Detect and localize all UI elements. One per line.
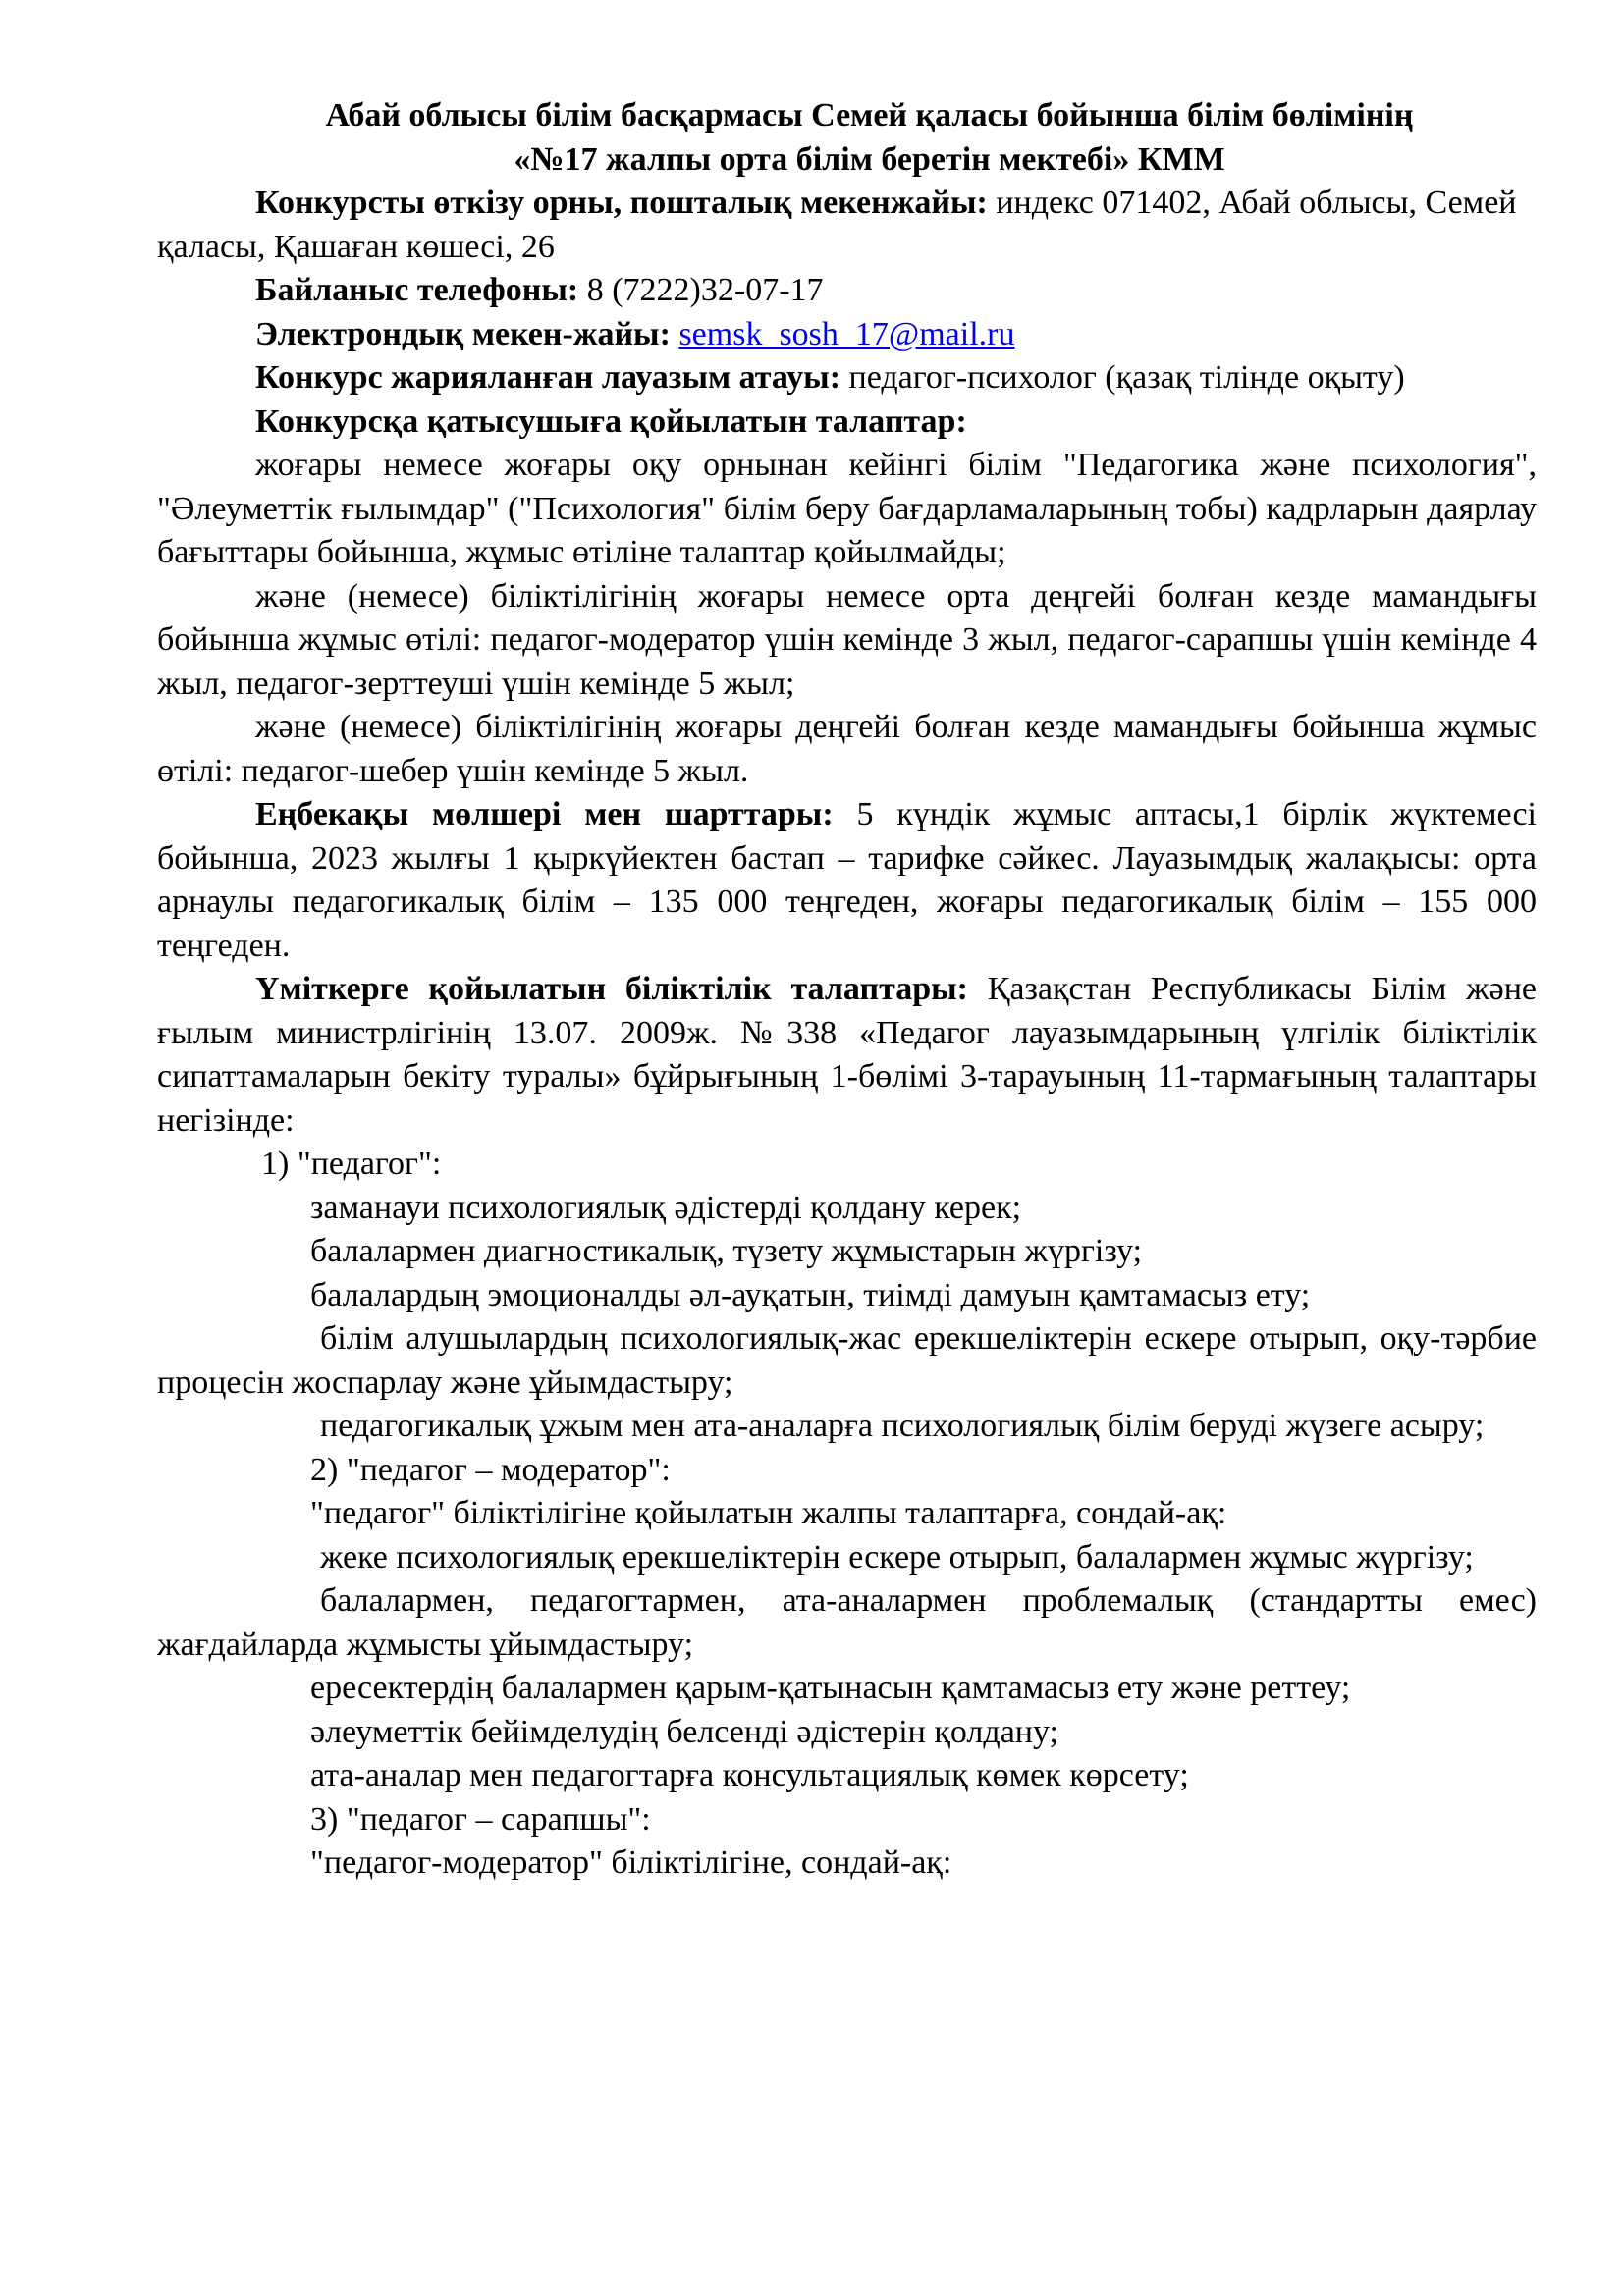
requirements-heading: Конкурсқа қатысушыға қойылатын талаптар: [255,402,967,440]
phone-paragraph [157,269,1537,313]
level-2-item: әлеуметтік бейімделудің белсенді әдістерін қолдану; [310,1713,1058,1750]
email-link[interactable]: semsk_sosh_17@mail.ru [678,315,1015,352]
requirement-item: және (немесе) біліктілігінің жоғары деңгейі болған кезде мамандығы бойынша жұмыс өтілі: педагог-шебер үшін кемінде 5 жыл. [157,709,1537,789]
address-paragraph [157,182,1537,269]
level-1-item: балалармен диагностикалық, түзету жұмыстарын жүргізу; [310,1233,1143,1269]
level-1-item: педагогикалық ұжым мен ата-аналарға психологиялық білім беруді жүзеге асыру; [320,1408,1485,1444]
level-2-intro: "педагог" біліктілігіне қойылатын жалпы талаптарға, сондай-ақ: [310,1495,1227,1531]
requirement-item: және (немесе) біліктілігінің жоғары немесе орта деңгейі болған кезде мамандығы бойынша жұмыс өтілі: педагог-модератор үшін кемінде 3 жыл, педагог-сарапшы үшін кемінде 4 жыл, педагог-зерттеуші үшін кемінде 5 жыл; [157,577,1537,702]
level-1-heading: 1) "педагог": [261,1146,442,1182]
phone-label: Байланыс телефоны: [255,272,579,308]
document-page [157,94,1537,1886]
level-1-item: заманауи психологиялық әдістерді қолдану керек; [310,1189,1022,1226]
salary-paragraph [157,793,1537,968]
position-paragraph [157,356,1537,400]
qualification-paragraph [157,968,1537,1143]
position-value: педагог-психолог (қазақ тілінде оқыту) [840,359,1405,396]
level-2-item: жеке психологиялық ерекшеліктерін ескере отырып, балалармен жұмыс жүргізу; [320,1538,1474,1575]
salary-value: 5 күндік жұмыс аптасы,1 бірлік жүктемесі бойынша, 2023 жылғы 1 қыркүйектен бастап – тарифке сәйкес. Лауазымдық жалақысы: орта арнаулы педагогикалық білім – 135 000 теңгеден, жоғары педагогикалық білім – 155 000 теңгеден. [157,796,1537,964]
document-title-line-1: Абай облысы білім басқармасы Семей қаласы бойынша білім бөлімінің [325,97,1414,133]
level-2-heading: 2) "педагог – модератор": [310,1451,671,1488]
phone-value: 8 (7222)32-07-17 [578,272,824,308]
position-label: Конкурс жарияланған лауазым атауы: [255,359,841,396]
email-paragraph [157,313,1537,357]
level-1-item: білім алушылардың психологиялық-жас ерекшеліктерін ескере отырып, оқу-тәрбие процесін жоспарлау және ұйымдастыру; [157,1320,1537,1401]
qualification-label: Үміткерге қойылатын біліктілік талаптары: [255,971,968,1007]
email-label: Электрондық мекен-жайы: [255,315,671,352]
level-1-item: балалардың эмоционалды әл-ауқатын, тиімді дамуын қамтамасыз ету; [310,1276,1311,1313]
address-label: Конкурсты өткізу орны, пошталық мекенжайы: [255,185,988,221]
address-value: индекс 071402, Абай облысы, Семей қаласы, Қашаған көшесі, 26 [157,185,1517,265]
level-2-item: ата-аналар мен педагогтарға консультациялық көмек көрсету; [310,1757,1189,1793]
level-2-item: ересектердің балалармен қарым-қатынасын қамтамасыз ету және реттеу; [310,1670,1351,1706]
level-3-heading: 3) "педагог – сарапшы": [310,1800,651,1838]
requirement-item: жоғары немесе жоғары оқу орнынан кейінгі білім "Педагогика және психология", "Әлеуметтік ғылымдар" ("Психология" білім беру бағдарламаларының тобы) кадрларын даярлау бағыттары бойынша, жұмыс өтіліне талаптар қойылмайды; [157,447,1537,570]
level-2-item: балалармен, педагогтармен, ата-аналармен проблемалық (стандартты емес) жағдайларда жұмысты ұйымдастыру; [157,1582,1537,1663]
qualification-value: Қазақстан Республикасы Білім және ғылым министрлігінің 13.07. 2009ж. №338 «Педагог лауазымдарының үлгілік біліктілік сипаттамаларын бекіту туралы» бұйрығының 1-бөлімі 3-тарауының 11-тармағының талаптары негізінде: [157,971,1537,1139]
salary-label: Еңбекақы мөлшері мен шарттары: [255,796,834,832]
level-3-intro: "педагог-модератор" біліктілігіне, сондай-ақ: [310,1844,952,1881]
document-title-line-2: «№17 жалпы орта білім беретін мектебі» КММ [514,140,1225,178]
